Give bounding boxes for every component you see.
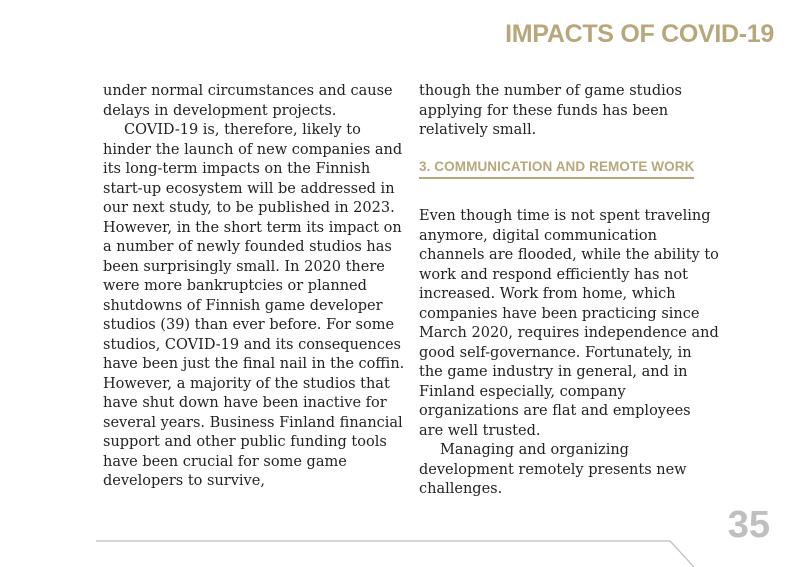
paragraph: Even though time is not spent traveling anymore, digital communication channels are flooded, while the ability to work and respond efficiently has not increased. Work from home, which companies have been practicing since March 2020, requires independence and good self-governance. Fortunately, in the game industry in general, and in Finland especially, company organizations are flat and employees are well trusted.	[419, 208, 719, 439]
paragraph: though the number of game studios applying for these funds has been relatively small.	[419, 83, 682, 138]
subsection-heading: 3. COMMUNICATION AND REMOTE WORK	[419, 157, 694, 180]
paragraph: under normal circumstances and cause delays in development projects.	[103, 83, 393, 119]
section-title: IMPACTS OF COVID-19	[505, 20, 774, 48]
left-column	[103, 82, 405, 492]
paragraph: Managing and organizing development remotely presents new challenges.	[419, 442, 687, 497]
right-column	[419, 82, 719, 500]
page-number: 35	[727, 504, 770, 546]
paragraph: COVID-19 is, therefore, likely to hinder the launch of new companies and its long-term impacts on the Finnish start-up ecosystem will be addressed in our next study, to be published in 2023. However, in the short term its impact on a number of newly founded studios has been surprisingly small. In 2020 there were more bankruptcies or planned shutdowns of Finnish game developer studios (39) than ever before. For some studios, COVID-19 and its consequences have been just the final nail in the coffin. However, a majority of the studios that have shut down have been inactive for several years. Business Finland financial support and other public funding tools have been crucial for some game developers to survive,	[103, 122, 405, 489]
